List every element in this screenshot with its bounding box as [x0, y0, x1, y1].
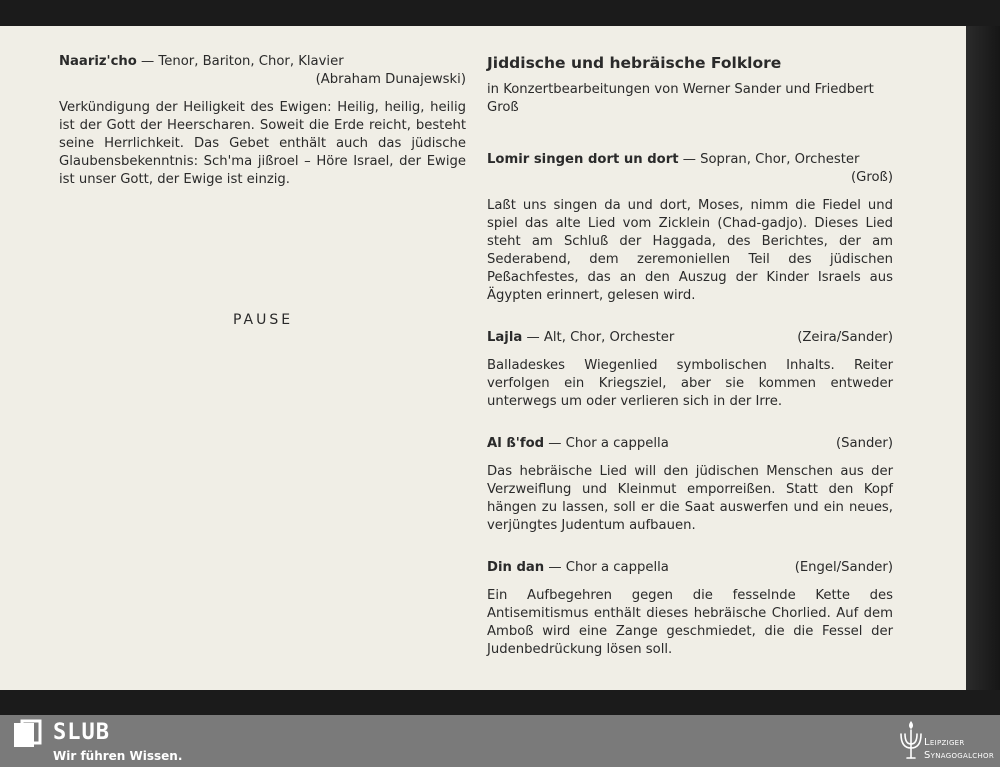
entry-heading: [487, 559, 893, 577]
program-entry-lomir: [487, 151, 893, 305]
program-entry-al-sfod: [487, 435, 893, 535]
entry-title: Naariz'cho: [59, 54, 137, 69]
partner-name-line2: Synagogalchor: [924, 750, 994, 761]
section-title: Jiddische und hebräische Folklore: [487, 54, 782, 72]
entry-heading: [487, 151, 893, 169]
program-entry-lajla: [487, 329, 893, 411]
partner-name: [924, 736, 994, 762]
partner-name-line1: Leipziger: [924, 737, 965, 748]
pause-label: PAUSE: [233, 312, 294, 328]
entry-title: Din dan: [487, 560, 545, 575]
entry-description: Balladeskes Wiegenlied symbolischen Inhalts. Reiter verfolgen ein Kriegsziel, aber sie kommen entweder unterwegs um oder verlieren sich in der Irre.: [487, 358, 893, 409]
entry-voices: — Sopran, Chor, Orchester: [682, 152, 860, 167]
entry-description: Ein Aufbegehren gegen die fesselnde Kette des Antisemitismus enthält dieses hebräische Chorlied. Auf dem Amboß wird eine Zange geschmiedet, die die Fessel der Judenbedrückung lösen soll.: [487, 588, 893, 657]
menorah-logo-icon: [897, 720, 925, 762]
right-column: [487, 53, 893, 659]
entry-composer: (Zeira/Sander): [797, 330, 893, 345]
entry-heading: [487, 329, 893, 347]
entry-title: Al ß'fod: [487, 436, 545, 451]
entry-heading: [59, 53, 466, 71]
entry-composer: (Sander): [835, 436, 893, 451]
slub-logo-icon[interactable]: [12, 719, 42, 749]
section-intro: in Konzertbearbeitungen von Werner Sander und Friedbert Groß: [487, 82, 874, 115]
entry-composer: (Abraham Dunajewski): [315, 72, 466, 87]
entry-title: Lomir singen dort un dort: [487, 152, 679, 167]
entry-voices: — Chor a cappella: [548, 436, 669, 451]
entry-title: Lajla: [487, 330, 523, 345]
slub-brand[interactable]: SLUB: [53, 720, 110, 745]
entry-composer: (Groß): [850, 170, 893, 185]
entry-voices: — Tenor, Bariton, Chor, Klavier: [141, 54, 344, 69]
entry-description: Verkündigung der Heiligkeit des Ewigen: Heilig, heilig, heilig ist der Gott der Heerscharen. Soweit die Erde reicht, besteht seine Herrlichkeit. Das Gebet enthält auch das jüdische Glaubensbekenntnis: Sch'ma jißroel – Höre Israel, der Ewige ist unser Gott, der Ewige ist einzig.: [59, 100, 466, 187]
slub-tagline: Wir führen Wissen.: [53, 749, 183, 763]
page-edge-shadow: [966, 26, 1000, 690]
program-entry-din-dan: [487, 559, 893, 659]
entry-description: Das hebräische Lied will den jüdischen Menschen aus der Verzweiflung und Kleinmut emporreißen. Statt den Kopf hängen zu lassen, soll er die Saat auswerfen und ein neues, verjüngtes Judentum aufbauen.: [487, 464, 893, 533]
program-entry-naarizcho: [59, 53, 466, 189]
entry-voices: — Alt, Chor, Orchester: [526, 330, 675, 345]
entry-voices: — Chor a cappella: [548, 560, 669, 575]
left-column: [59, 53, 466, 189]
entry-description: Laßt uns singen da und dort, Moses, nimm die Fiedel und spiel das alte Lied vom Zicklein (Chad-gadjo). Dieses Lied steht am Schluß der Haggada, des Berichtes, der am Sederabend, dem zeremoniellen Teil des jüdischen Peßachfestes, das an den Auszug der Kinder Israels aus Ägypten erinnert, gelesen wird.: [487, 198, 893, 303]
entry-composer: (Engel/Sander): [794, 560, 893, 575]
entry-heading: [487, 435, 893, 453]
